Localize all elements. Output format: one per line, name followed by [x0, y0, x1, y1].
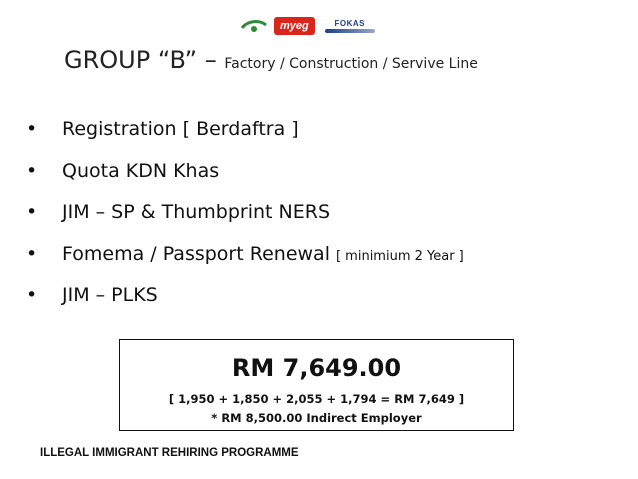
total-amount: RM 7,649.00 — [231, 354, 402, 382]
list-item — [26, 284, 464, 326]
logo-strip — [240, 14, 379, 38]
bullet-list — [26, 118, 464, 326]
list-item — [26, 118, 464, 160]
bullet-note: [ minimium 2 Year ] — [335, 248, 464, 264]
fokas-logo-text: FOKAS — [334, 19, 365, 28]
bullet-dot: • — [26, 242, 38, 265]
fokas-logo-bar — [325, 29, 375, 33]
bullet-text: Fomema / Passport Renewal — [62, 242, 330, 265]
bullet-dot: • — [26, 284, 38, 306]
indirect-employer-note: * RM 8,500.00 Indirect Employer — [211, 411, 422, 425]
bullet-dot: • — [26, 118, 38, 140]
bullet-text: Registration [ Berdaftra ] — [62, 118, 299, 140]
bullet-dot: • — [26, 201, 38, 223]
list-item — [26, 201, 464, 243]
bullet-dot: • — [26, 159, 38, 182]
list-item — [26, 160, 464, 202]
bullet-text: JIM – PLKS — [62, 284, 158, 306]
slide-title — [64, 46, 478, 74]
price-box — [119, 339, 514, 431]
bullet-text: Quota KDN Khas — [62, 159, 220, 182]
footer-label: ILLEGAL IMMIGRANT REHIRING PROGRAMME — [40, 447, 299, 459]
amount-breakdown: [ 1,950 + 1,850 + 2,055 + 1,794 = RM 7,649 ] — [168, 392, 465, 406]
fokas-logo — [321, 15, 379, 37]
list-item — [26, 243, 464, 285]
bullet-text: JIM – SP & Thumbprint NERS — [62, 201, 331, 223]
myeg-logo: myeg — [274, 17, 315, 35]
title-subtitle: Factory / Construction / Servive Line — [224, 56, 478, 72]
title-main: GROUP “B” – — [64, 46, 225, 74]
swoosh-logo-icon — [240, 16, 268, 36]
